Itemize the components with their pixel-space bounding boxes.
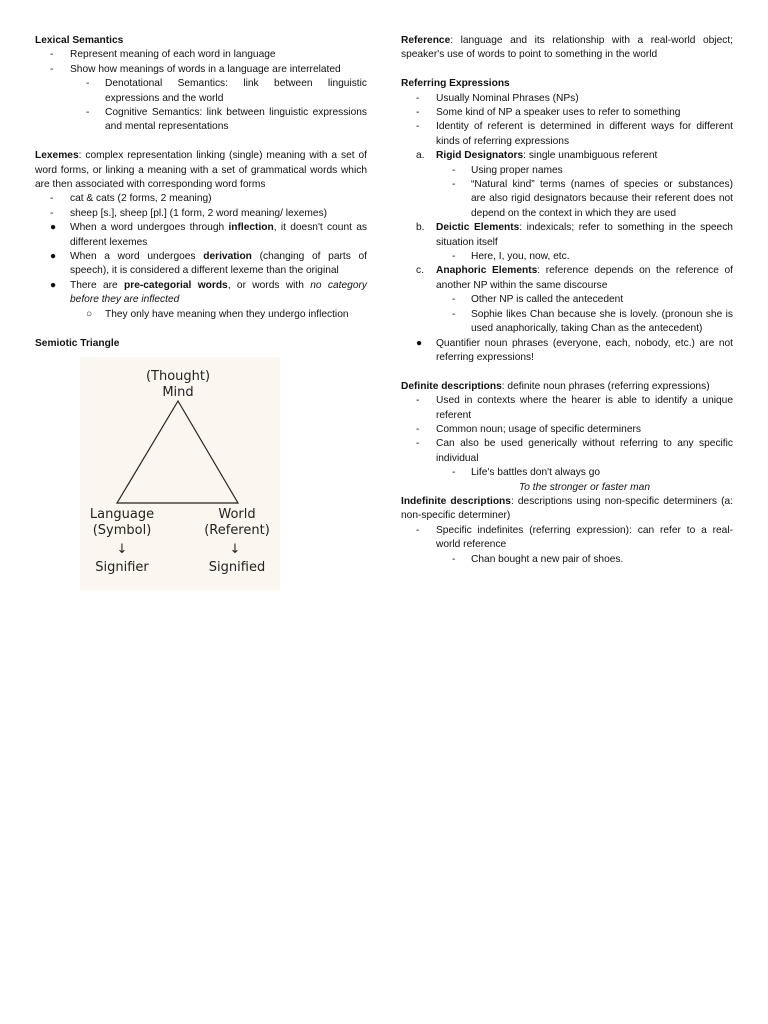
list-item: - Can also be used generically without referring to any specific individual	[416, 438, 733, 464]
semiotic-triangle-diagram	[80, 357, 280, 590]
semiotic-triangle-figure	[80, 357, 280, 590]
quote-line: To the stronger or faster man	[519, 481, 650, 493]
lexemes-definition: Lexemes: complex representation linking (single) meaning with a set of word forms, or linking a meaning with a set of grammatical words which are then associated with corresponding word forms	[35, 150, 367, 191]
list-item: - Common noun; usage of specific determiners	[416, 423, 641, 435]
down-arrow-icon: ↓	[229, 541, 241, 557]
list-item: - “Natural kind” terms (names of species or substances) are also rigid designators because their referent does not depend on the context in which they are used	[452, 179, 733, 219]
list-item: b. Deictic Elements: indexicals; refer to something in the speech situation itself	[416, 222, 733, 248]
list-item: - Usually Nominal Phrases (NPs)	[416, 92, 579, 104]
list-item: - Using proper names	[452, 164, 563, 176]
language-label: Language	[89, 506, 155, 522]
list-item: - Cognitive Semantics: link between linguistic expressions and mental representations	[86, 107, 367, 133]
list-item: - Here, I, you, now, etc.	[452, 251, 570, 263]
list-item: ● When a word undergoes derivation (changing of parts of speech), it is considered a different lexeme than the original	[50, 251, 367, 277]
list-item: - Identity of referent is determined in different ways for different kinds of referring expressions	[416, 121, 733, 147]
list-item: - Some kind of NP a speaker uses to refer to something	[416, 107, 681, 119]
world-label: World	[218, 506, 256, 522]
list-item: c. Anaphoric Elements: reference depends on the reference of another NP within the same discourse	[416, 265, 733, 291]
list-item: - sheep [s.], sheep [pl.] (1 form, 2 word meaning/ lexemes)	[50, 207, 328, 219]
signifier-label: Signifier	[95, 559, 149, 575]
left-column	[35, 34, 367, 590]
signified-label: Signified	[208, 559, 266, 575]
referring-expressions-heading: Referring Expressions	[401, 78, 510, 90]
reference-definition: Reference: language and its relationship with a real-world object; speaker's use of words to point to something in the world	[401, 35, 733, 61]
list-item: - Life's battles don't always go	[452, 467, 601, 479]
list-item: - Show how meanings of words in a language are interrelated	[50, 63, 341, 75]
list-item: - Used in contexts where the hearer is able to identify a unique referent	[416, 395, 733, 421]
list-item: ● There are pre-categorial words, or words with no category before they are inflected	[50, 279, 367, 306]
mind-label: Mind	[162, 384, 194, 400]
symbol-label: (Symbol)	[92, 522, 152, 538]
list-item: - cat & cats (2 forms, 2 meaning)	[50, 193, 212, 205]
referent-label: (Referent)	[204, 522, 270, 538]
list-item: a. Rigid Designators: single unambiguous referent	[416, 150, 658, 162]
list-item: - Denotational Semantics: link between linguistic expressions and the world	[86, 78, 367, 104]
list-item: - Sophie likes Chan because she is lovely. (pronoun she is used anaphorically, taking Chan as the antecedent)	[452, 308, 733, 335]
list-item: - Specific indefinites (referring expression): can refer to a real-world reference	[416, 524, 733, 551]
lexical-semantics-heading: Lexical Semantics	[35, 35, 124, 46]
list-item: - Other NP is called the antecedent	[452, 294, 624, 306]
triangle-shape	[117, 401, 238, 503]
definite-descriptions-definition: Definite descriptions: definite noun phrases (referring expressions)	[401, 380, 710, 392]
right-column	[401, 34, 733, 567]
semiotic-triangle-heading: Semiotic Triangle	[35, 337, 120, 349]
list-item: ● When a word undergoes through inflection, it doesn't count as different lexemes	[50, 222, 367, 248]
list-item: ○ They only have meaning when they undergo inflection	[86, 308, 349, 320]
indefinite-descriptions-definition: Indefinite descriptions: descriptions using non-specific determiners (a: non-specific determiner)	[401, 495, 734, 522]
down-arrow-icon: ↓	[116, 541, 128, 557]
thought-label: (Thought)	[145, 368, 211, 384]
list-item: - Chan bought a new pair of shoes.	[452, 553, 624, 565]
list-item: - Represent meaning of each word in language	[50, 49, 276, 61]
list-item: ● Quantifier noun phrases (everyone, each, nobody, etc.) are not referring expressions!	[416, 337, 733, 363]
